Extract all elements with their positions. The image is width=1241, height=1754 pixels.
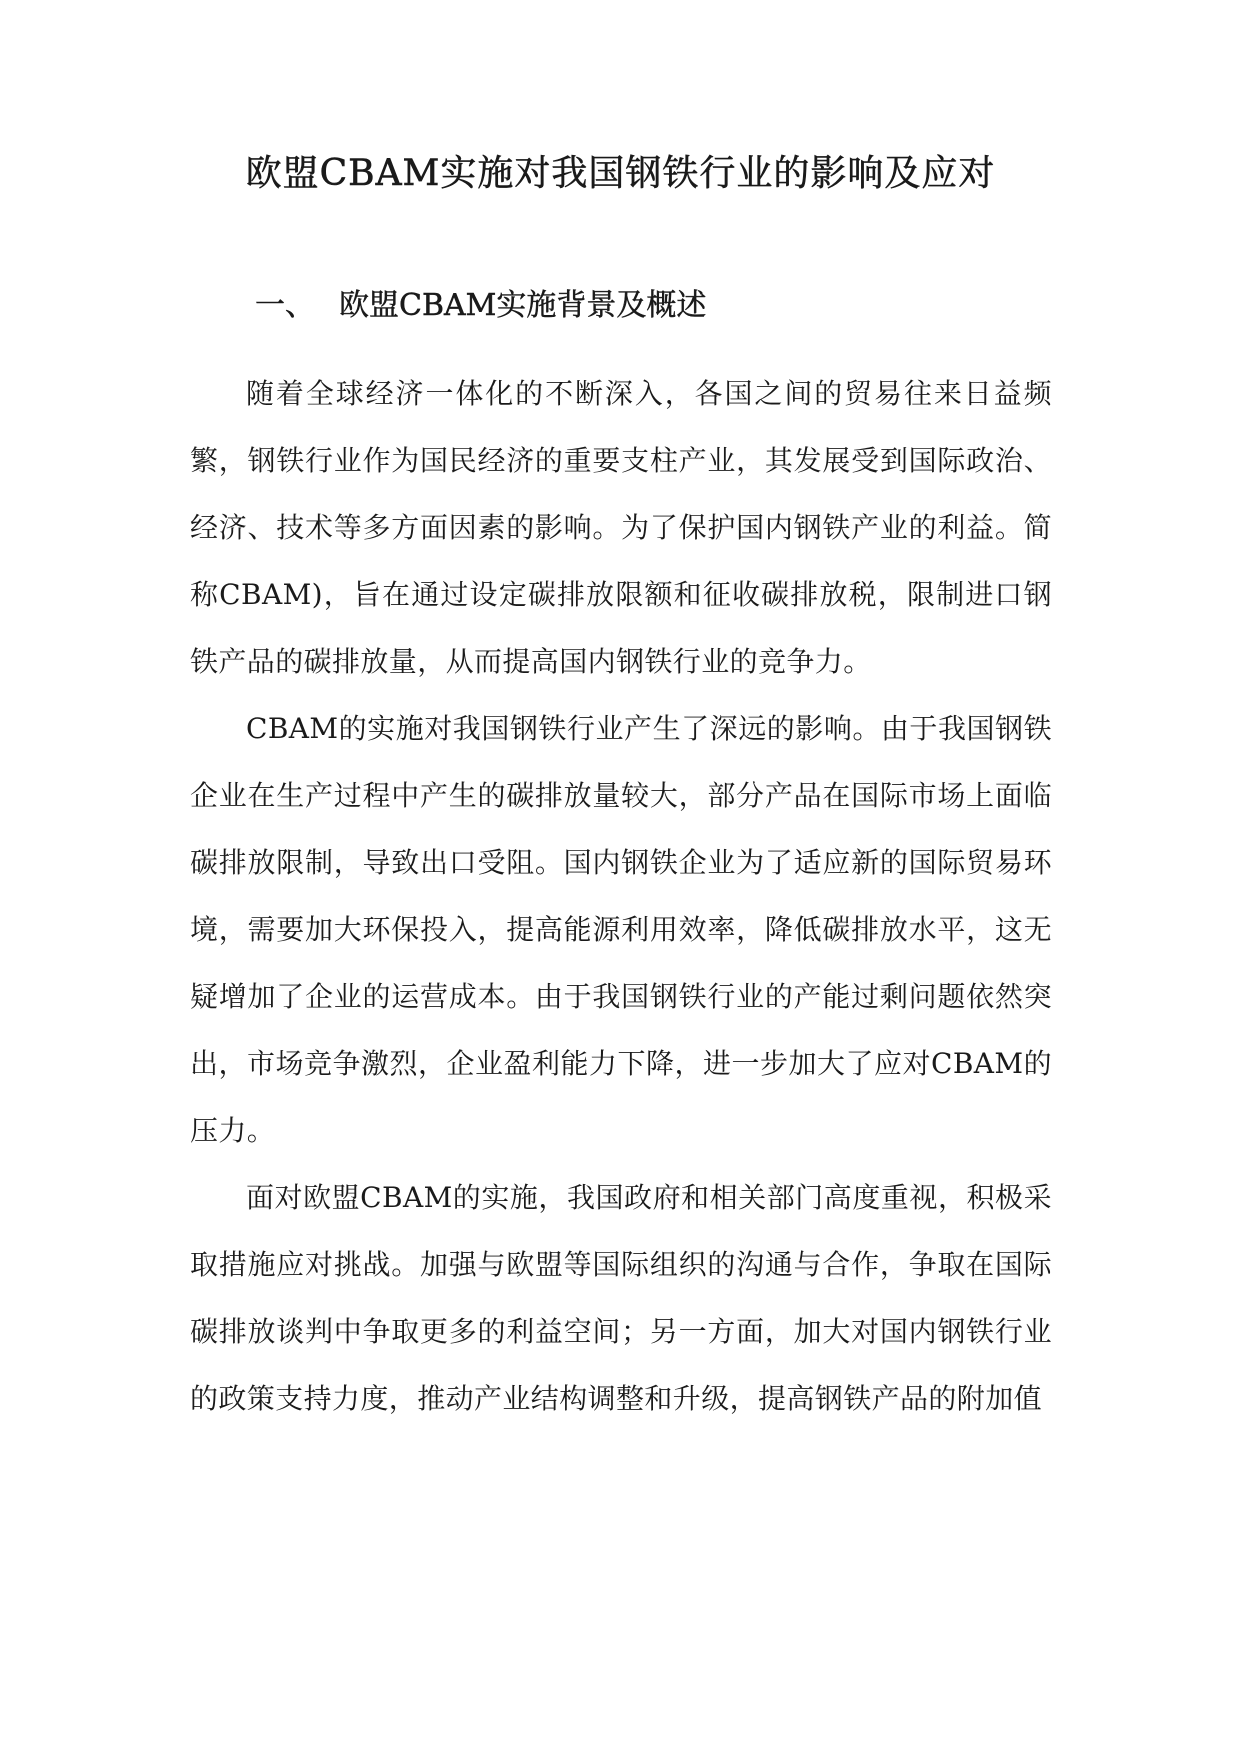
- document-body: [190, 360, 1052, 1432]
- paragraph: 面对欧盟CBAM的实施，我国政府和相关部门高度重视，积极采取措施应对挑战。加强与欧盟等国际组织的沟通与合作，争取在国际碳排放谈判中争取更多的利益空间；另一方面，加大对国内钢铁行业的政策支持力度，推动产业结构调整和升级，提高钢铁产品的附加值: [190, 1181, 1052, 1415]
- paragraph: CBAM的实施对我国钢铁行业产生了深远的影响。由于我国钢铁企业在生产过程中产生的碳排放量较大，部分产品在国际市场上面临碳排放限制，导致出口受阻。国内钢铁企业为了适应新的国际贸易环境，需要加大环保投入，提高能源利用效率，降低碳排放水平，这无疑增加了企业的运营成本。由于我国钢铁行业的产能过剩问题依然突出，市场竞争激烈，企业盈利能力下降，进一步加大了应对CBAM的压力。: [190, 712, 1052, 1147]
- section-heading: [255, 286, 706, 326]
- paragraph: 随着全球经济一体化的不断深入，各国之间的贸易往来日益频繁，钢铁行业作为国民经济的重要支柱产业，其发展受到国际政治、经济、技术等多方面因素的影响。为了保护国内钢铁产业的利益。简称CBAM)，旨在通过设定碳排放限额和征收碳排放税，限制进口钢铁产品的碳排放量，从而提高国内钢铁行业的竞争力。: [190, 377, 1052, 678]
- section-number: 一、: [255, 288, 315, 323]
- section-heading-text: 欧盟CBAM实施背景及概述: [339, 288, 707, 323]
- document-title: 欧盟CBAM实施对我国钢铁行业的影响及应对: [245, 153, 996, 194]
